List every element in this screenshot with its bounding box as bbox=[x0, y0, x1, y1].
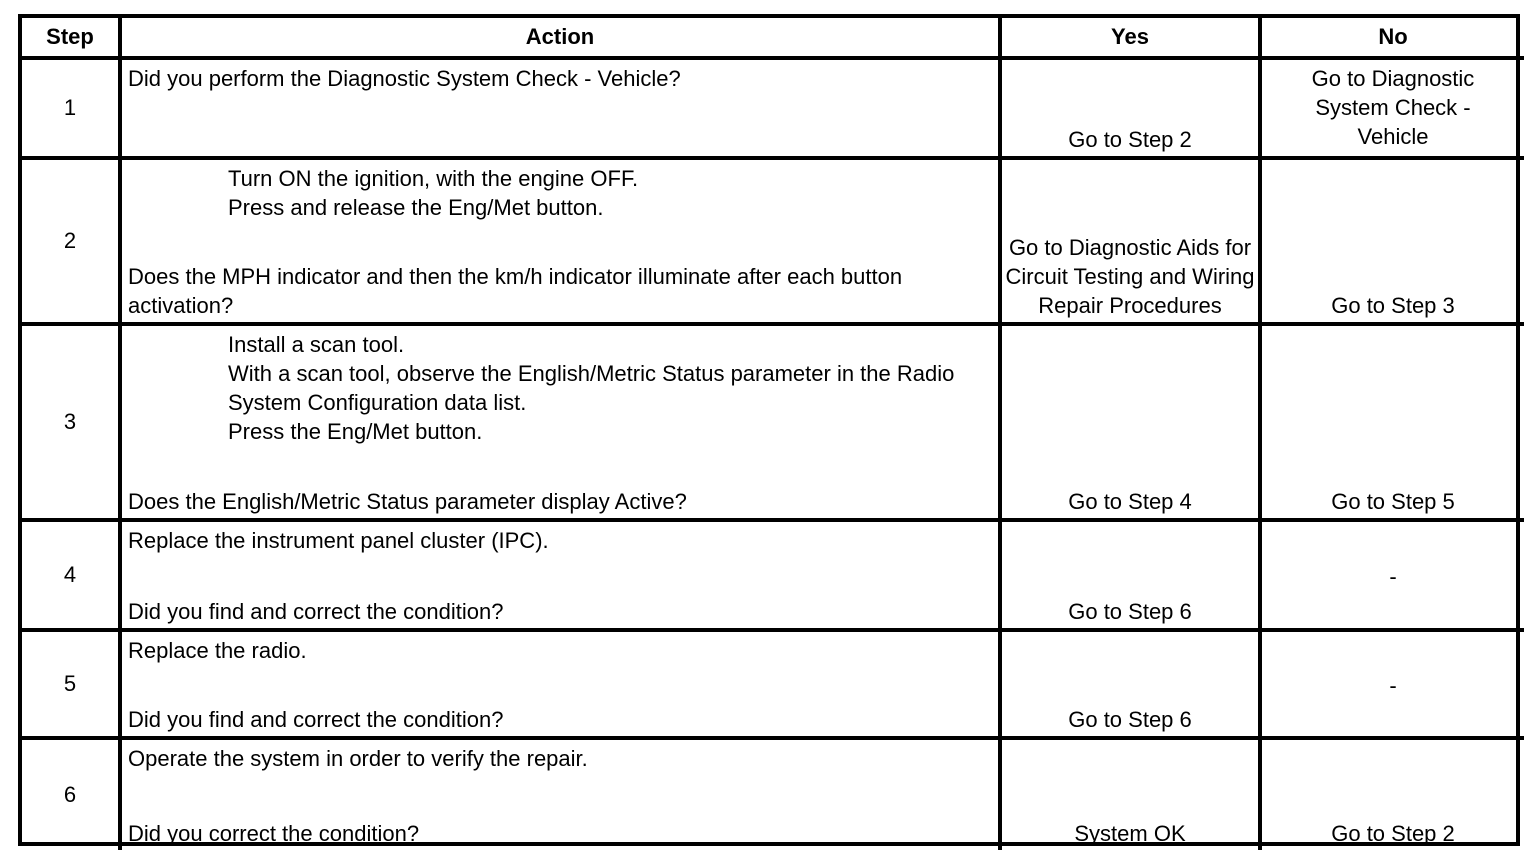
yes-cell bbox=[1002, 632, 1262, 740]
diagnostic-table bbox=[18, 14, 1520, 846]
no-cell bbox=[1262, 632, 1524, 740]
yes-cell bbox=[1002, 326, 1262, 522]
action-question: Did you correct the condition? bbox=[128, 821, 420, 846]
yes-text: System OK bbox=[1074, 821, 1186, 846]
no-cell bbox=[1262, 326, 1524, 522]
no-text: Go to Step 3 bbox=[1331, 293, 1455, 318]
no-text: Go to Diagnostic System Check - Vehicle bbox=[1311, 66, 1475, 149]
no-text: - bbox=[1389, 672, 1397, 698]
action-lead: Replace the radio. bbox=[128, 638, 307, 663]
action-substep: Press the Eng/Met button. bbox=[228, 419, 483, 444]
step-number: 1 bbox=[22, 60, 122, 160]
action-question: Did you perform the Diagnostic System Check - Vehicle? bbox=[128, 66, 681, 91]
action-question: Did you find and correct the condition? bbox=[128, 707, 504, 732]
yes-text: Go to Diagnostic Aids for Circuit Testing and Wiring Repair Procedures bbox=[1005, 235, 1255, 318]
no-text: Go to Step 2 bbox=[1331, 821, 1455, 846]
action-cell bbox=[122, 632, 1002, 740]
no-text: Go to Step 5 bbox=[1331, 489, 1455, 514]
yes-text: Go to Step 6 bbox=[1068, 707, 1192, 732]
action-substep: With a scan tool, observe the English/Metric Status parameter in the Radio System Configuration data list. bbox=[228, 361, 955, 415]
action-cell bbox=[122, 160, 1002, 326]
step-number: 6 bbox=[22, 740, 122, 850]
yes-text: Go to Step 4 bbox=[1068, 489, 1192, 514]
step-number: 3 bbox=[22, 326, 122, 522]
action-substep: Press and release the Eng/Met button. bbox=[228, 195, 604, 220]
step-number: 4 bbox=[22, 522, 122, 632]
no-cell bbox=[1262, 160, 1524, 326]
header-step: Step bbox=[22, 18, 122, 60]
action-question: Does the MPH indicator and then the km/h indicator illuminate after each button activation? bbox=[128, 264, 903, 318]
action-cell bbox=[122, 60, 1002, 160]
step-number: 2 bbox=[22, 160, 122, 326]
action-cell bbox=[122, 522, 1002, 632]
action-lead: Operate the system in order to verify the repair. bbox=[128, 746, 588, 771]
yes-cell bbox=[1002, 522, 1262, 632]
action-question: Did you find and correct the condition? bbox=[128, 599, 504, 624]
header-action: Action bbox=[122, 18, 1002, 60]
yes-text: Go to Step 2 bbox=[1068, 127, 1192, 152]
action-question: Does the English/Metric Status parameter display Active? bbox=[128, 489, 687, 514]
header-yes: Yes bbox=[1002, 18, 1262, 60]
no-cell bbox=[1262, 522, 1524, 632]
header-no: No bbox=[1262, 18, 1524, 60]
action-lead: Replace the instrument panel cluster (IPC). bbox=[128, 528, 549, 553]
action-cell bbox=[122, 326, 1002, 522]
action-substep: Install a scan tool. bbox=[228, 332, 405, 357]
no-text: - bbox=[1389, 563, 1397, 589]
yes-text: Go to Step 6 bbox=[1068, 599, 1192, 624]
no-cell bbox=[1262, 740, 1524, 850]
no-cell bbox=[1262, 60, 1524, 160]
yes-cell bbox=[1002, 160, 1262, 326]
action-substep: Turn ON the ignition, with the engine OFF. bbox=[228, 166, 639, 191]
action-cell bbox=[122, 740, 1002, 850]
yes-cell bbox=[1002, 740, 1262, 850]
step-number: 5 bbox=[22, 632, 122, 740]
yes-cell bbox=[1002, 60, 1262, 160]
